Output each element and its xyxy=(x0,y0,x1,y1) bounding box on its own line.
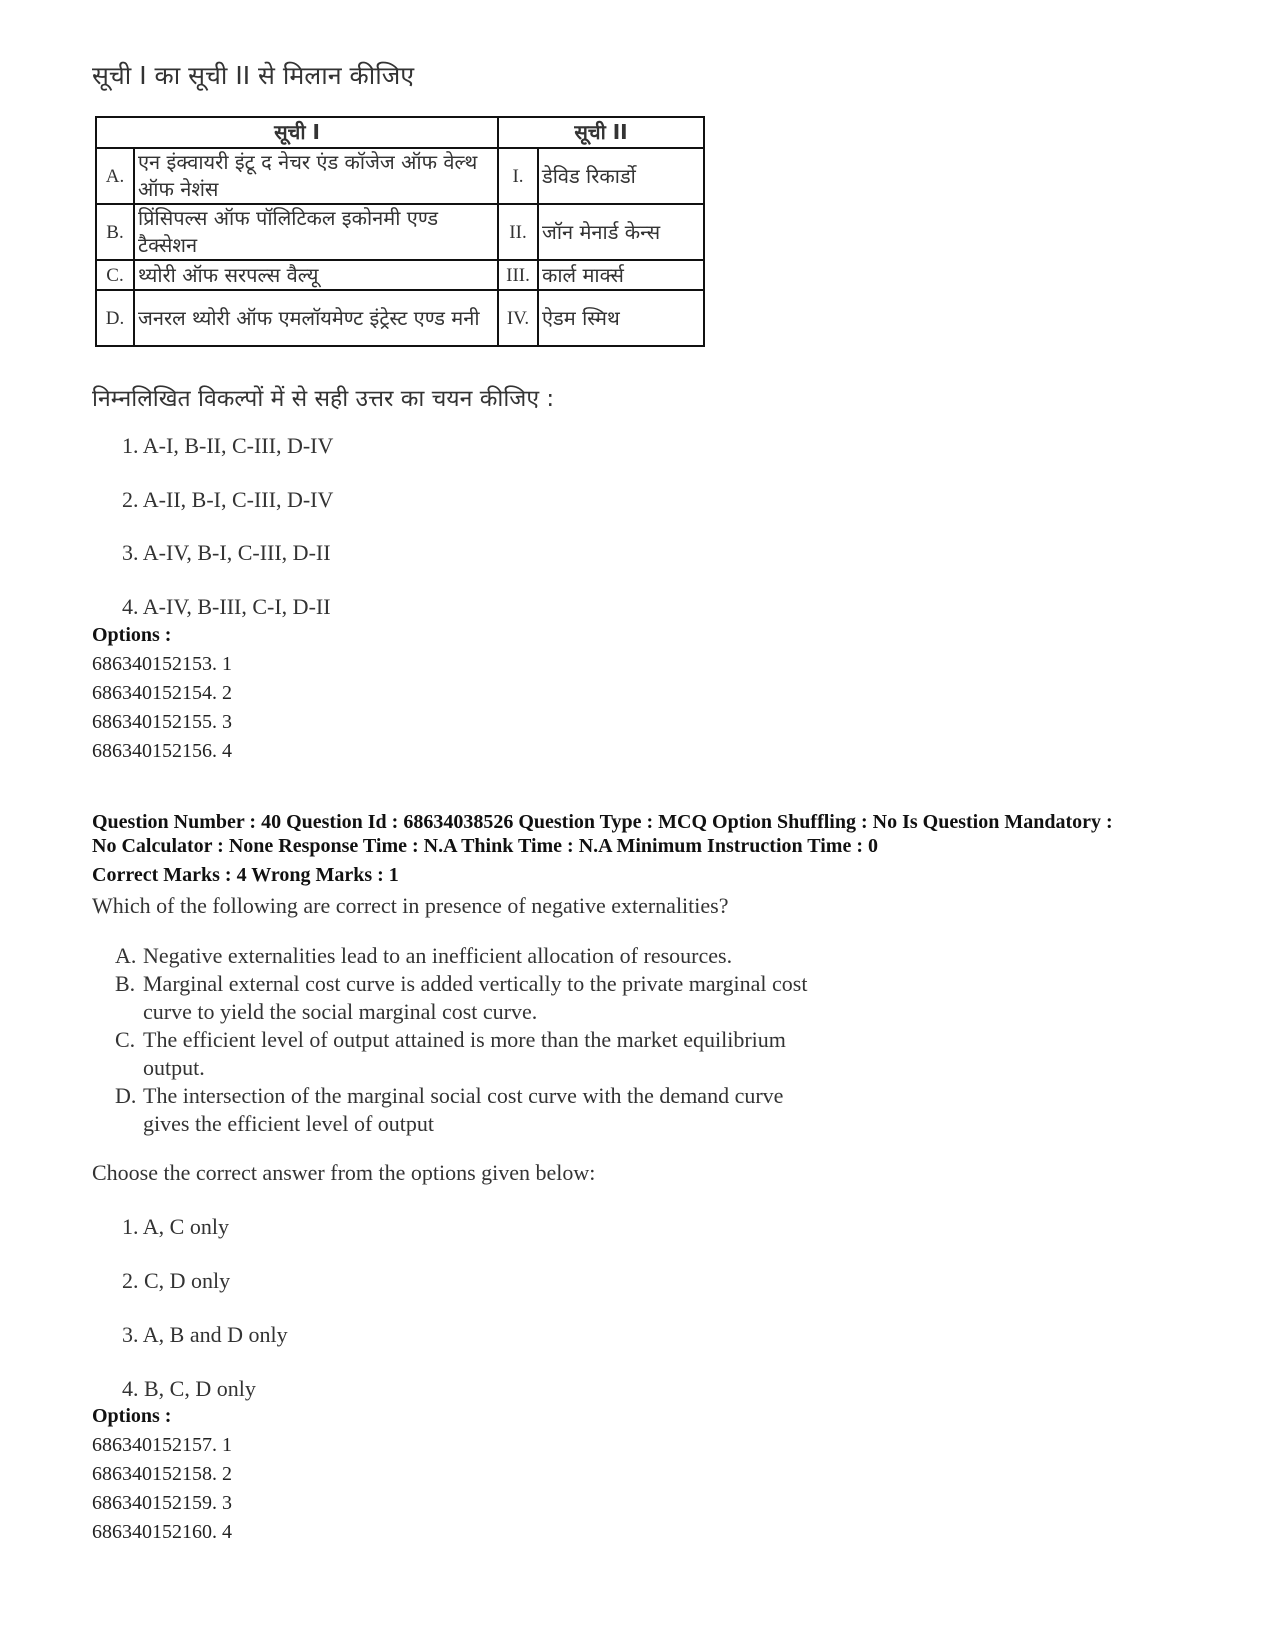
q40-options-title: Options : xyxy=(92,1405,172,1427)
table-header-row xyxy=(96,117,704,148)
statement-key: D. xyxy=(115,1083,137,1108)
table-row xyxy=(96,260,704,290)
statement-text-cont: curve to yield the social marginal cost curve. xyxy=(143,999,538,1024)
statement-key: B. xyxy=(115,971,136,996)
statement-text-cont: output. xyxy=(143,1055,205,1080)
q39-options-title: Options : xyxy=(92,624,172,646)
list1-item: जनरल थ्योरी ऑफ एमलॉयमेण्ट इंट्रेस्ट एण्ड मनी xyxy=(134,290,498,346)
q40-meta-line1: Question Number : 40 Question Id : 68634038526 Question Type : MCQ Option Shuffling : No Is Question Mandatory : xyxy=(92,811,1113,833)
q40-option-id-3: 686340152159. 3 xyxy=(92,1492,232,1514)
list1-header: सूची I xyxy=(96,117,498,148)
statement-a xyxy=(115,942,875,970)
q40-choose-instruction: Choose the correct answer from the options given below: xyxy=(92,1160,596,1185)
q39-instruction: निम्नलिखित विकल्पों में से सही उत्तर का चयन कीजिए : xyxy=(92,386,555,412)
table-row xyxy=(96,290,704,346)
q40-option-id-1: 686340152157. 1 xyxy=(92,1434,232,1456)
statement-text: The efficient level of output attained is more than the market equilibrium xyxy=(143,1027,786,1052)
q39-heading: सूची I का सूची II से मिलान कीजिए xyxy=(92,61,415,90)
list1-item: एन इंक्वायरी इंटू द नेचर एंड कॉजेज ऑफ वेल्थ ऑफ नेशंस xyxy=(134,148,498,204)
q40-meta-line2: No Calculator : None Response Time : N.A Think Time : N.A Minimum Instruction Time : 0 xyxy=(92,835,878,857)
row-label: I. xyxy=(498,148,538,204)
match-table xyxy=(95,116,705,347)
q39-choice-2: 2. A-II, B-I, C-III, D-IV xyxy=(122,487,334,512)
statement-d xyxy=(115,1082,875,1138)
q39-choice-1: 1. A-I, B-II, C-III, D-IV xyxy=(122,433,334,458)
q40-marks: Correct Marks : 4 Wrong Marks : 1 xyxy=(92,864,399,886)
statement-key: A. xyxy=(115,943,137,968)
row-label: IV. xyxy=(498,290,538,346)
list1-item: थ्योरी ऑफ सरपल्स वैल्यू xyxy=(134,260,498,290)
list2-item: डेविड रिकार्डो xyxy=(538,148,704,204)
table-row xyxy=(96,204,704,260)
row-label: B. xyxy=(96,204,134,260)
statement-text: Marginal external cost curve is added vertically to the private marginal cost xyxy=(143,971,808,996)
list1-item: प्रिंसिपल्स ऑफ पॉलिटिकल इकोनमी एण्ड टैक्सेशन xyxy=(134,204,498,260)
row-label: III. xyxy=(498,260,538,290)
q40-choice-3: 3. A, B and D only xyxy=(122,1322,288,1347)
q40-question: Which of the following are correct in presence of negative externalities? xyxy=(92,893,729,918)
list2-item: जॉन मेनार्ड केन्स xyxy=(538,204,704,260)
statement-text: The intersection of the marginal social cost curve with the demand curve xyxy=(143,1083,784,1108)
q39-option-id-3: 686340152155. 3 xyxy=(92,711,232,733)
statement-text: Negative externalities lead to an inefficient allocation of resources. xyxy=(143,943,733,968)
statement-c xyxy=(115,1026,875,1082)
q40-choice-2: 2. C, D only xyxy=(122,1268,231,1293)
q40-option-id-2: 686340152158. 2 xyxy=(92,1463,232,1485)
row-label: A. xyxy=(96,148,134,204)
q40-choice-4: 4. B, C, D only xyxy=(122,1376,256,1401)
row-label: II. xyxy=(498,204,538,260)
q39-choice-3: 3. A-IV, B-I, C-III, D-II xyxy=(122,540,331,565)
q39-choice-4: 4. A-IV, B-III, C-I, D-II xyxy=(122,594,331,619)
list2-item: कार्ल मार्क्स xyxy=(538,260,704,290)
statement-key: C. xyxy=(115,1027,136,1052)
statement-text-cont: gives the efficient level of output xyxy=(143,1111,435,1136)
q40-option-id-4: 686340152160. 4 xyxy=(92,1521,232,1543)
list2-item: ऐडम स्मिथ xyxy=(538,290,704,346)
row-label: C. xyxy=(96,260,134,290)
q39-option-id-2: 686340152154. 2 xyxy=(92,682,232,704)
list2-header: सूची II xyxy=(498,117,704,148)
q39-option-id-1: 686340152153. 1 xyxy=(92,653,232,675)
statement-b xyxy=(115,970,875,1026)
q39-option-id-4: 686340152156. 4 xyxy=(92,740,232,762)
row-label: D. xyxy=(96,290,134,346)
q40-choice-1: 1. A, C only xyxy=(122,1214,229,1239)
table-row xyxy=(96,148,704,204)
